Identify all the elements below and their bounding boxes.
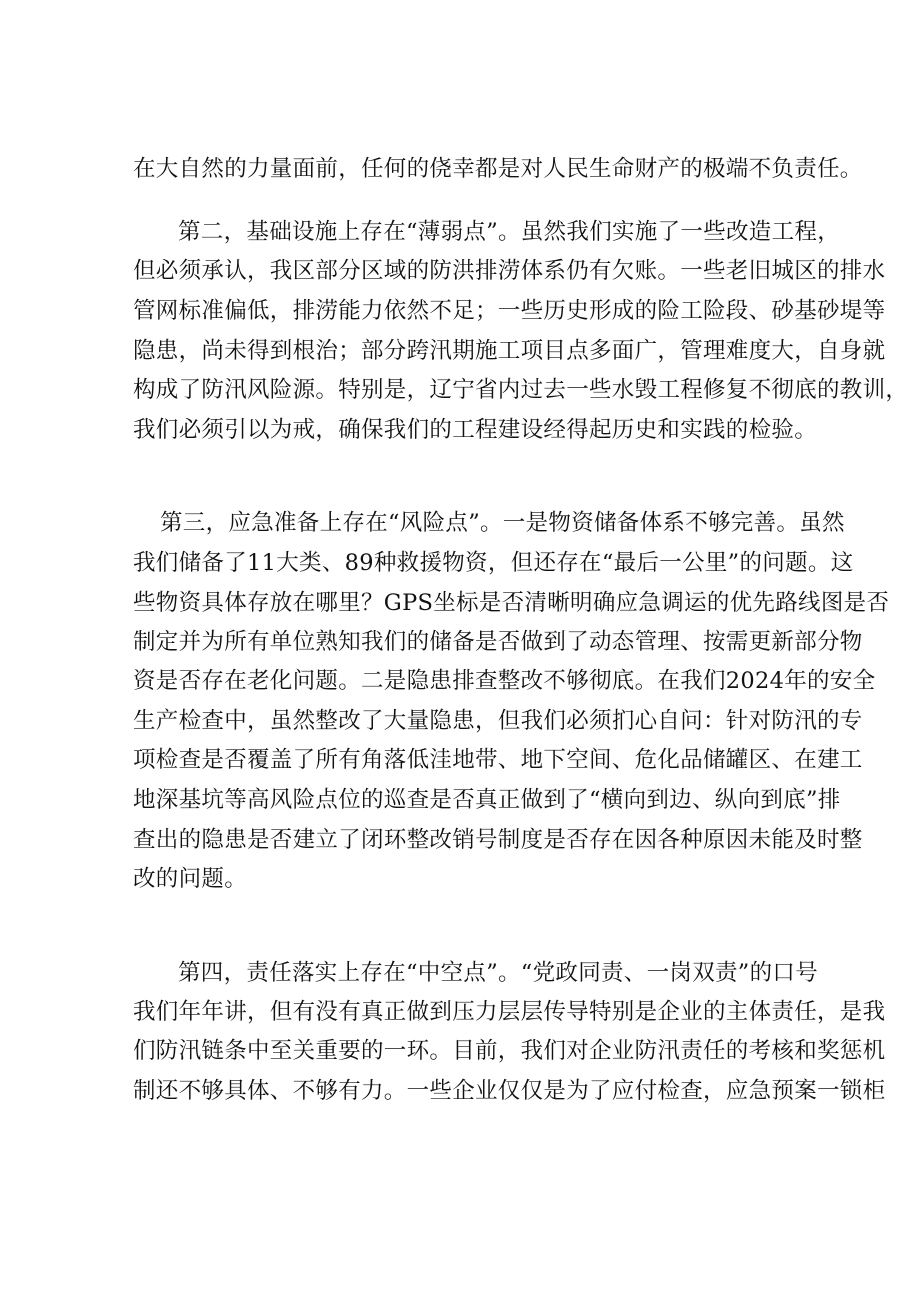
paragraph-3-line-9: 查出的隐患是否建立了闭环整改销号制度是否存在因各种原因未能及时整: [133, 827, 863, 853]
paragraph-2-line-3: 管网标准偏低，排涝能力依然不足；一些历史形成的险工险段、砂基砂堤等: [133, 298, 886, 324]
paragraph-2-line-4: 隐患，尚未得到根治；部分跨汛期施工项目点多面广，管理难度大，自身就: [133, 338, 886, 364]
paragraph-3-line-10: 改的问题。: [133, 866, 248, 892]
paragraph-4-line-4: 制还不够具体、不够有力。一些企业仅仅是为了应付检查，应急预案一锁柜: [133, 1078, 886, 1104]
paragraph-3-line-5: 资是否存在老化问题。二是隐患排查整改不够彻底。在我们2024年的安全: [133, 668, 876, 694]
paragraph-2-line-1: 第二，基础设施上存在“薄弱点”。虽然我们实施了一些改造工程，: [178, 219, 841, 245]
paragraph-4-line-2: 我们年年讲，但有没有真正做到压力层层传导特别是企业的主体责任，是我: [133, 999, 886, 1025]
paragraph-2-line-6: 我们必须引以为戒，确保我们的工程建设经得起历史和实践的检验。: [133, 417, 818, 443]
paragraph-4-line-1: 第四，责任落实上存在“中空点”。“党政同责、一岗双责”的口号: [178, 960, 819, 986]
paragraph-3-line-3: 些物资具体存放在哪里？GPS坐标是否清晰明确应急调运的优先路线图是否: [133, 590, 890, 616]
paragraph-1-line-1: 在大自然的力量面前，任何的侥幸都是对人民生命财产的极端不负责任。: [133, 156, 863, 182]
paragraph-3-line-7: 项检查是否覆盖了所有角落低洼地带、地下空间、危化品储罐区、在建工: [133, 747, 863, 773]
paragraph-3-line-6: 生产检查中，虽然整改了大量隐患，但我们必须扪心自问：针对防汛的专: [133, 708, 863, 734]
paragraph-2-line-5: 构成了防汛风险源。特别是，辽宁省内过去一些水毁工程修复不彻底的教训，: [133, 377, 909, 403]
paragraph-4-line-3: 们防汛链条中至关重要的一环。目前，我们对企业防汛责任的考核和奖惩机: [133, 1038, 886, 1064]
paragraph-3-line-8: 地深基坑等高风险点位的巡查是否真正做到了“横向到边、纵向到底”排: [133, 787, 841, 813]
paragraph-3-line-2: 我们储备了11大类、89种救援物资，但还存在“最后一公里”的问题。这: [133, 550, 854, 576]
paragraph-3-line-4: 制定并为所有单位熟知我们的储备是否做到了动态管理、按需更新部分物: [133, 629, 863, 655]
paragraph-3-line-1: 第三，应急准备上存在“风险点”。一是物资储备体系不够完善。虽然: [160, 510, 845, 536]
paragraph-2-line-2: 但必须承认，我区部分区域的防洪排涝体系仍有欠账。一些老旧城区的排水: [133, 258, 886, 284]
